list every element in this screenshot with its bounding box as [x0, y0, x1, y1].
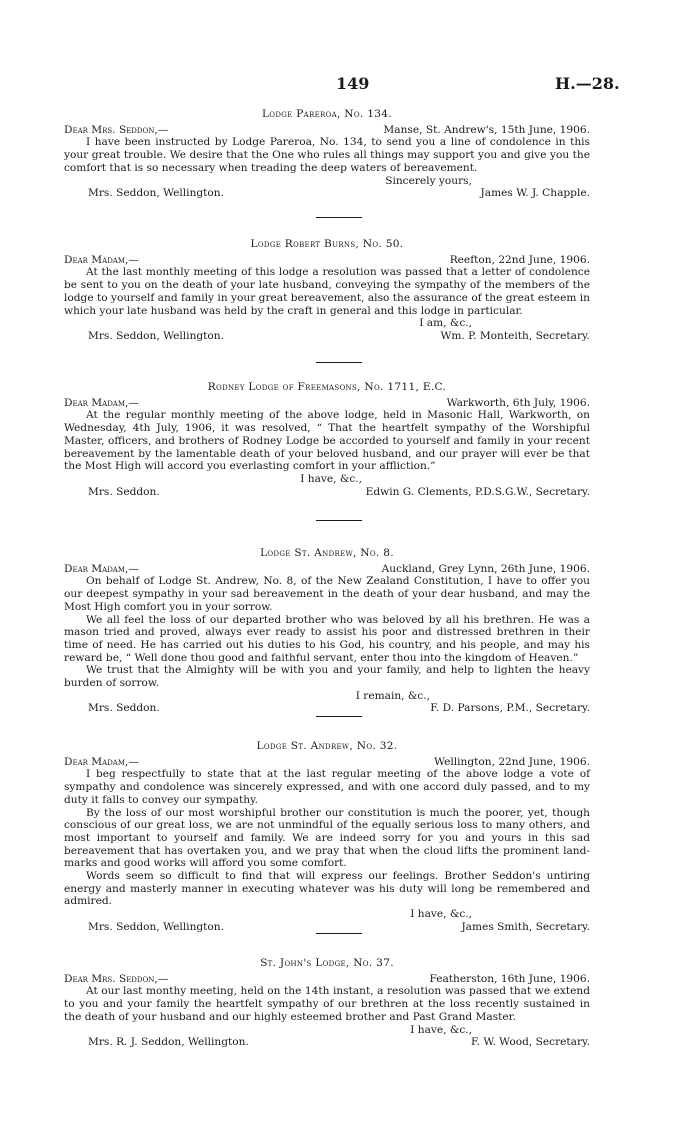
place-date: Wellington, 22nd June, 1906. — [434, 755, 590, 768]
lodge-title: Lodge St. Andrew, No. 8. — [260, 547, 394, 559]
addressee: Mrs. Seddon. — [88, 702, 160, 715]
page-number: 149 — [336, 74, 370, 93]
place-date: Auckland, Grey Lynn, 26th June, 1906. — [381, 562, 590, 575]
addressee: Mrs. Seddon, Wellington. — [88, 920, 224, 933]
addressee: Mrs. Seddon, Wellington. — [88, 329, 224, 342]
signature: F. W. Wood, Secretary. — [470, 1036, 590, 1049]
divider — [316, 933, 362, 934]
paragraph: We trust that the Almighty will be with you and your family, and help to lighten the heavy burden of sorrow. — [64, 664, 590, 690]
salutation: Dear Madam,— — [64, 562, 139, 575]
signature: F. D. Parsons, P.M., Secretary. — [430, 702, 590, 715]
lodge-title: Lodge St. Andrew, No. 32. — [256, 740, 398, 752]
signature: Wm. P. Monteith, Secretary. — [440, 329, 590, 342]
letter-body — [64, 575, 590, 689]
salutation: Dear Mrs. Seddon,— — [64, 972, 169, 985]
divider — [316, 520, 362, 521]
addressee: Mrs. Seddon. — [88, 485, 160, 498]
paragraph: On behalf of Lodge St. Andrew, No. 8, of the New Zealand Constitution, I have to offer you our deepest sympathy in your sad bereavement in the death of your dear husband, and may the Most High comfort you in your sorrow. — [64, 575, 590, 613]
lodge-title: St. John's Lodge, No. 37. — [260, 957, 394, 969]
paragraph: At our last monthy meeting, held on the 14th instant, a resolution was passed that we extend to you and your family the heartfelt sympathy of our brethren at the loss recently sustained in the death of your husband and our highly esteemed brother and Past Grand Master. — [64, 985, 590, 1023]
paragraph: We all feel the loss of our departed brother who was beloved by all his brethren. He was a mason tried and proved, always ever ready to assist his poor and distressed brethren in their time of need. He has carried out his duties to his God, his country, and his people, and may his reward be, “ Well done thou good and faithful servant, enter thou into the kingdom of Heaven.” — [64, 613, 590, 664]
letter-st-johns-lodge — [64, 957, 590, 1049]
letter-body — [64, 409, 590, 473]
document-code: H.—28. — [555, 74, 620, 93]
signature: James Smith, Secretary. — [461, 920, 590, 933]
closing: Sincerely yours, — [385, 174, 472, 187]
lodge-title: Rodney Lodge of Freemasons, No. 1711, E.C. — [207, 381, 447, 393]
divider — [316, 362, 362, 363]
letter-body — [64, 768, 590, 908]
letter-lodge-st-andrew-8 — [64, 547, 590, 715]
letter-rodney-lodge — [64, 381, 590, 498]
closing: I have, &c., — [410, 908, 472, 921]
signature: James W. J. Chapple. — [480, 187, 590, 200]
letter-body — [64, 266, 590, 317]
place-date: Manse, St. Andrew's, 15th June, 1906. — [383, 123, 590, 136]
addressee: Mrs. Seddon, Wellington. — [88, 187, 224, 200]
closing: I have, &c., — [300, 472, 362, 485]
paragraph: Words seem so difficult to find that will express our feelings. Brother Seddon's untiring energy and masterly manner in executing whatever was his duty will long be remembered and admired. — [64, 870, 590, 908]
letter-body — [64, 136, 590, 174]
paragraph: By the loss of our most worshipful brother our constitution is much the poorer, yet, though conscious of our great loss, we are not unmindful of the equally serious loss to many others, and most important to yourself and family. We are indeed sorry for you and yours in this sad bereavement that has overtaken you, and we pray that when the cloud lifts the prominent land-marks and good works will afford you some comfort. — [64, 806, 590, 870]
divider — [316, 716, 362, 717]
paragraph: I beg respectfully to state that at the last regular meeting of the above lodge a vote of sympathy and condolence was sincerely expressed, and with one accord duly passed, and to my duty it falls to convey our sympathy. — [64, 768, 590, 806]
place-date: Featherston, 16th June, 1906. — [429, 972, 590, 985]
letter-body — [64, 985, 590, 1023]
place-date: Warkworth, 6th July, 1906. — [446, 396, 590, 409]
salutation: Dear Madam,— — [64, 253, 139, 266]
letter-lodge-st-andrew-32 — [64, 740, 590, 934]
closing: I remain, &c., — [355, 689, 430, 702]
salutation: Dear Mrs. Seddon,— — [64, 123, 169, 136]
lodge-title: Lodge Pareroa, No. 134. — [261, 108, 393, 120]
paragraph: I have been instructed by Lodge Pareroa, No. 134, to send you a line of condolence in this your great trouble. We desire that the One who rules all things may support you and give you the comfort that is so necessary when treading the deep waters of bereavement. — [64, 136, 590, 174]
paragraph: At the last monthly meeting of this lodge a resolution was passed that a letter of condolence be sent to you on the death of your late husband, conveying the sympathy of the members of the lodge to yourself and family in your great bereavement, also the assurance of the great esteem in which your late husband was held by the craft in general and this lodge in particular. — [64, 266, 590, 317]
divider — [316, 217, 362, 218]
closing: I am, &c., — [419, 317, 472, 330]
place-date: Reefton, 22nd June, 1906. — [449, 253, 590, 266]
salutation: Dear Madam,— — [64, 396, 139, 409]
paragraph: At the regular monthly meeting of the above lodge, held in Masonic Hall, Warkworth, on Wednesday, 4th July, 1906, it was resolved, “ That the heartfelt sympathy of the Worshipful Master, officers, and brothers of Rodney Lodge be accorded to yourself and family in your recent bereavement by the lamentable death of your beloved husband, and our prayer will ever be that the Most High will accord you everlasting comfort in your affliction.” — [64, 409, 590, 473]
closing: I have, &c., — [410, 1023, 472, 1036]
salutation: Dear Madam,— — [64, 755, 139, 768]
lodge-title: Lodge Robert Burns, No. 50. — [250, 238, 404, 250]
letter-lodge-robert-burns — [64, 238, 590, 343]
signature: Edwin G. Clements, P.D.S.G.W., Secretary. — [365, 485, 590, 498]
letter-lodge-pareroa — [64, 108, 590, 200]
addressee: Mrs. R. J. Seddon, Wellington. — [88, 1036, 249, 1049]
